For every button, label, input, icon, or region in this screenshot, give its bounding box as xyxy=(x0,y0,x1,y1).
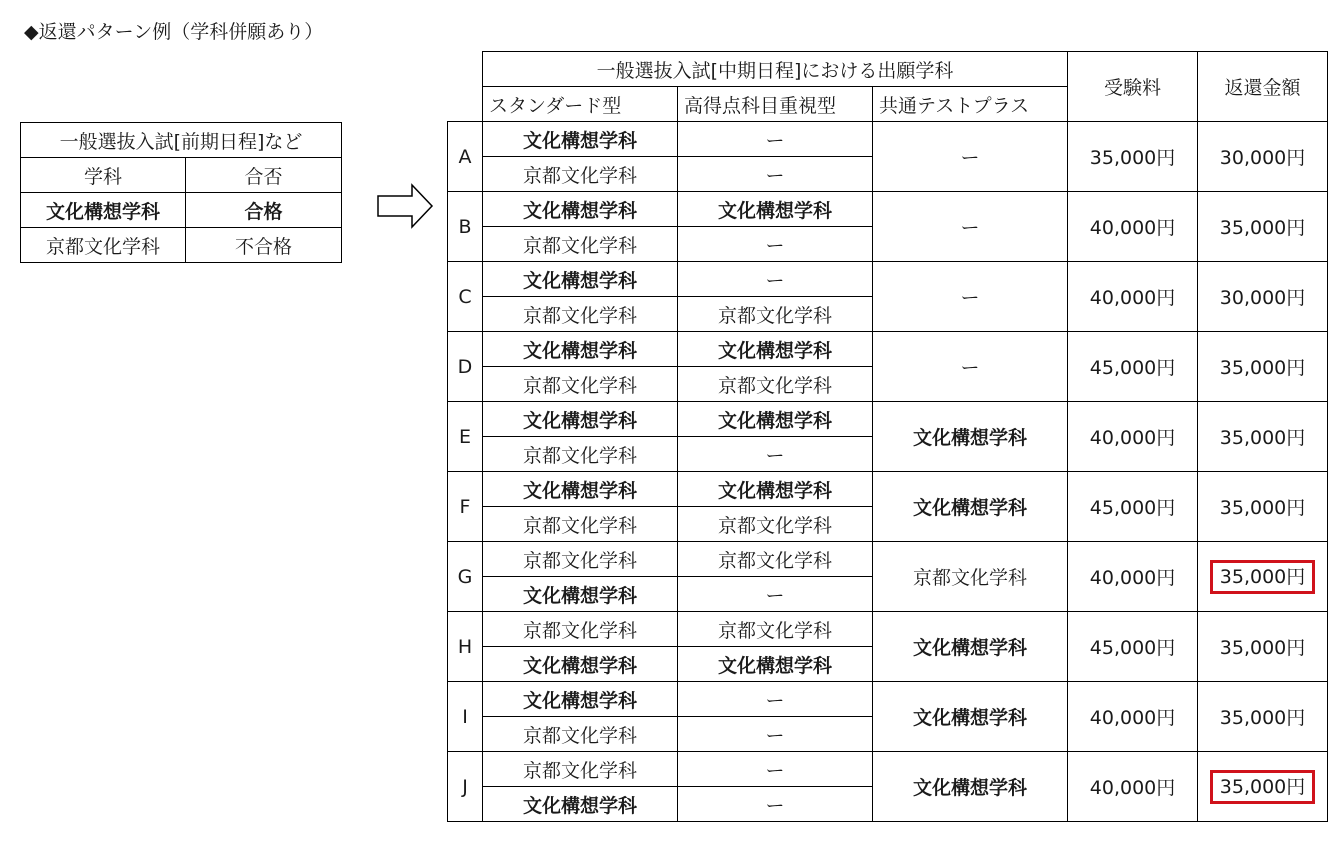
refund-cell: 30,000円 xyxy=(1198,122,1328,192)
refund-cell: 30,000円 xyxy=(1198,262,1328,332)
col-common-test-header: 共通テストプラス xyxy=(873,87,1068,122)
pattern-row xyxy=(448,192,1328,227)
pattern-row xyxy=(448,542,1328,577)
pattern-label: B xyxy=(448,192,483,262)
standard-cell: 文化構想学科 xyxy=(483,472,678,507)
col-refund-header: 返還金額 xyxy=(1198,52,1328,122)
high-score-cell: ー xyxy=(678,717,873,752)
high-score-cell: 京都文化学科 xyxy=(678,542,873,577)
common-test-cell: 京都文化学科 xyxy=(873,542,1068,612)
pattern-row xyxy=(448,122,1328,157)
pattern-row xyxy=(448,262,1328,297)
corner-spacer xyxy=(448,52,483,87)
fee-cell: 40,000円 xyxy=(1068,192,1198,262)
mid-exam-table xyxy=(447,51,1328,822)
col-standard-header: スタンダード型 xyxy=(483,87,678,122)
col-department-header: 学科 xyxy=(21,158,186,193)
standard-cell: 文化構想学科 xyxy=(483,682,678,717)
high-score-cell: ー xyxy=(678,157,873,192)
refund-cell: 35,000円 xyxy=(1198,612,1328,682)
standard-cell: 文化構想学科 xyxy=(483,262,678,297)
common-test-cell: ー xyxy=(873,192,1068,262)
standard-cell: 京都文化学科 xyxy=(483,717,678,752)
standard-cell: 文化構想学科 xyxy=(483,647,678,682)
fee-cell: 45,000円 xyxy=(1068,332,1198,402)
common-test-cell: 文化構想学科 xyxy=(873,402,1068,472)
fee-cell: 45,000円 xyxy=(1068,612,1198,682)
standard-cell: 京都文化学科 xyxy=(483,227,678,262)
fee-cell: 40,000円 xyxy=(1068,682,1198,752)
high-score-cell: 京都文化学科 xyxy=(678,367,873,402)
department-cell: 文化構想学科 xyxy=(21,193,186,228)
page-title: ◆返還パターン例（学科併願あり） xyxy=(24,21,324,43)
high-score-cell: 文化構想学科 xyxy=(678,472,873,507)
standard-cell: 文化構想学科 xyxy=(483,332,678,367)
high-score-cell: ー xyxy=(678,437,873,472)
pattern-row xyxy=(448,332,1328,367)
high-score-cell: ー xyxy=(678,577,873,612)
high-score-cell: ー xyxy=(678,122,873,157)
group-header: 一般選抜入試[中期日程]における出願学科 xyxy=(483,52,1068,87)
fee-cell: 35,000円 xyxy=(1068,122,1198,192)
standard-cell: 文化構想学科 xyxy=(483,192,678,227)
high-score-cell: 文化構想学科 xyxy=(678,402,873,437)
col-result-header: 合否 xyxy=(186,158,342,193)
fee-cell: 40,000円 xyxy=(1068,752,1198,822)
standard-cell: 京都文化学科 xyxy=(483,612,678,647)
pattern-label: C xyxy=(448,262,483,332)
pattern-label: I xyxy=(448,682,483,752)
pattern-label: G xyxy=(448,542,483,612)
standard-cell: 文化構想学科 xyxy=(483,402,678,437)
high-score-cell: 京都文化学科 xyxy=(678,297,873,332)
pattern-label: J xyxy=(448,752,483,822)
refund-cell: 35,000円 xyxy=(1198,192,1328,262)
standard-cell: 文化構想学科 xyxy=(483,122,678,157)
standard-cell: 京都文化学科 xyxy=(483,507,678,542)
previous-exam-title: 一般選抜入試[前期日程]など xyxy=(21,123,342,158)
common-test-cell: 文化構想学科 xyxy=(873,752,1068,822)
pattern-row xyxy=(448,682,1328,717)
pattern-row xyxy=(448,472,1328,507)
standard-cell: 京都文化学科 xyxy=(483,542,678,577)
pattern-row xyxy=(448,402,1328,437)
refund-cell: 35,000円 xyxy=(1198,682,1328,752)
standard-cell: 文化構想学科 xyxy=(483,577,678,612)
high-score-cell: 文化構想学科 xyxy=(678,332,873,367)
high-score-cell: ー xyxy=(678,682,873,717)
refund-cell xyxy=(1198,542,1328,612)
high-score-cell: ー xyxy=(678,752,873,787)
high-score-cell: 京都文化学科 xyxy=(678,612,873,647)
col-high-score-header: 高得点科目重視型 xyxy=(678,87,873,122)
refund-highlight: 35,000円 xyxy=(1210,770,1315,804)
standard-cell: 京都文化学科 xyxy=(483,437,678,472)
refund-cell: 35,000円 xyxy=(1198,472,1328,542)
common-test-cell: 文化構想学科 xyxy=(873,472,1068,542)
high-score-cell: ー xyxy=(678,787,873,822)
previous-exam-table xyxy=(20,122,342,263)
common-test-cell: 文化構想学科 xyxy=(873,682,1068,752)
result-cell: 不合格 xyxy=(186,228,342,263)
fee-cell: 40,000円 xyxy=(1068,262,1198,332)
common-test-cell: 文化構想学科 xyxy=(873,612,1068,682)
standard-cell: 京都文化学科 xyxy=(483,157,678,192)
department-cell: 京都文化学科 xyxy=(21,228,186,263)
high-score-cell: 文化構想学科 xyxy=(678,647,873,682)
col-fee-header: 受験料 xyxy=(1068,52,1198,122)
high-score-cell: ー xyxy=(678,227,873,262)
common-test-cell: ー xyxy=(873,332,1068,402)
fee-cell: 40,000円 xyxy=(1068,542,1198,612)
high-score-cell: 文化構想学科 xyxy=(678,192,873,227)
refund-cell xyxy=(1198,752,1328,822)
refund-cell: 35,000円 xyxy=(1198,332,1328,402)
refund-highlight: 35,000円 xyxy=(1210,560,1315,594)
standard-cell: 京都文化学科 xyxy=(483,367,678,402)
common-test-cell: ー xyxy=(873,122,1068,192)
pattern-row xyxy=(448,612,1328,647)
fee-cell: 45,000円 xyxy=(1068,472,1198,542)
right-arrow-icon xyxy=(376,183,436,229)
pattern-label: A xyxy=(448,122,483,192)
result-cell: 合格 xyxy=(186,193,342,228)
refund-cell: 35,000円 xyxy=(1198,402,1328,472)
high-score-cell: ー xyxy=(678,262,873,297)
standard-cell: 京都文化学科 xyxy=(483,752,678,787)
standard-cell: 文化構想学科 xyxy=(483,787,678,822)
pattern-row xyxy=(448,752,1328,787)
pattern-label: E xyxy=(448,402,483,472)
fee-cell: 40,000円 xyxy=(1068,402,1198,472)
pattern-label: F xyxy=(448,472,483,542)
common-test-cell: ー xyxy=(873,262,1068,332)
high-score-cell: 京都文化学科 xyxy=(678,507,873,542)
pattern-label: D xyxy=(448,332,483,402)
corner-spacer xyxy=(448,87,483,122)
standard-cell: 京都文化学科 xyxy=(483,297,678,332)
pattern-label: H xyxy=(448,612,483,682)
